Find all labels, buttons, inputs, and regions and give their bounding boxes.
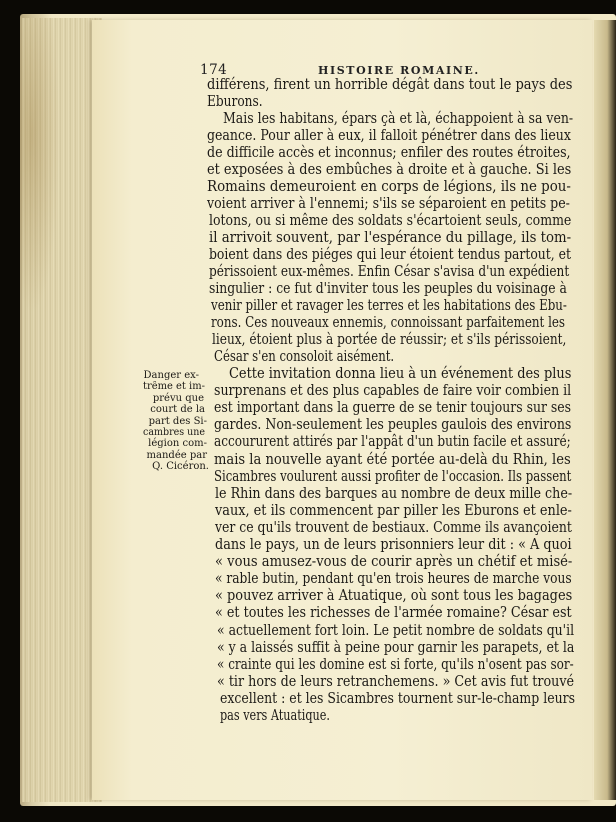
text-line: « pouvez arriver à Atuatique, où sont tous les bagages [215, 586, 573, 605]
text-line: et exposées à des embûches à droite et à gauche. Si les [207, 160, 572, 178]
margin-note-line: prévu que [152, 392, 204, 404]
text-line: singulier : ce fut d'inviter tous les peuples du voisinage à [209, 279, 567, 297]
text-line: de difficile accès et inconnus; enfiler des routes étroites, [207, 143, 571, 161]
text-line: venir piller et ravager les terres et les habitations des Ebu- [211, 296, 567, 314]
text-line: « actuellement fort loin. Le petit nombre de soldats qu'il [217, 620, 575, 639]
text-line: il arrivoit souvent, par l'espérance du pillage, ils tom- [209, 228, 572, 246]
text-line: différens, firent un horrible dégât dans tout le pays des [207, 75, 573, 93]
text-line: lotons, ou si même des soldats s'écartoient seuls, comme [209, 211, 572, 229]
text-line: Sicambres voulurent aussi profiter de l'occasion. Ils passent [214, 466, 572, 485]
text-line: César s'en consoloit aisément. [214, 347, 395, 365]
facing-page-edge [594, 20, 616, 800]
margin-note-line: trême et im- [143, 381, 205, 393]
margin-note-line: légion com- [148, 438, 207, 450]
text-line: voient arriver à l'ennemi; s'ils se séparoient en petits pe- [207, 194, 570, 212]
text-line: gardes. Non-seulement les peuples gaulois des environs [214, 415, 572, 434]
paper-stain [20, 14, 60, 314]
text-line: « tir hors de leurs retranchemens. » Cet avis fut trouvé [217, 671, 575, 690]
text-line: accoururent attirés par l'appât d'un butin facile et assuré; [214, 432, 571, 451]
text-line: est important dans la guerre de se tenir toujours sur ses [214, 398, 572, 417]
text-line: Mais les habitans, épars çà et là, échappoient à sa ven- [223, 109, 574, 127]
margin-note-line: mandée par [146, 449, 207, 461]
text-line: boient dans des piéges qui leur étoient tendus partout, et [209, 245, 571, 263]
text-line: « crainte qui les domine est si forte, qu'ils n'osent pas sor- [217, 654, 574, 673]
margin-note-line: Danger ex- [143, 370, 199, 381]
text-line: ver ce qu'ils trouvent de bestiaux. Comme ils avançoient [215, 517, 572, 536]
text-line: Eburons. [207, 92, 263, 110]
text-line: rons. Ces nouveaux ennemis, connoissant parfaitement les [211, 313, 565, 331]
running-head: HISTOIRE ROMAINE. [318, 64, 480, 77]
text-line: « y a laissés suffit à peine pour garnir les parapets, et la [217, 637, 575, 656]
text-line: le Rhin dans des barques au nombre de deux mille che- [215, 483, 573, 502]
text-line: « vous amusez-vous de courir après un chétif et misé- [215, 552, 573, 571]
text-line: Cette invitation donna lieu à un événement des plus [229, 364, 572, 382]
text-line: geance. Pour aller à eux, il falloit pénétrer dans des lieux [207, 126, 571, 144]
text-line: Romains demeuroient en corps de légions, ils ne pou- [207, 177, 571, 195]
margin-note-line: part des Si- [148, 415, 207, 427]
margin-note-line: court de la [150, 404, 205, 416]
text-line: surprenans et des plus capables de faire voir combien il [214, 381, 572, 400]
text-line: « rable butin, pendant qu'en trois heures de marche vous [215, 569, 572, 588]
margin-note-line: cambres une [143, 427, 205, 438]
text-line: dans le pays, un de leurs prisonniers leur dit : « A quoi [215, 535, 572, 553]
text-line: périssoient eux-mêmes. Enfin César s'avisa d'un expédient [209, 262, 570, 280]
text-line: « et toutes les richesses de l'armée romaine? César est [215, 603, 572, 622]
text-line: pas vers Atuatique. [220, 706, 330, 724]
margin-note-line: Q. Cicéron. [152, 461, 209, 473]
text-line: lieux, étoient plus à portée de réussir; et s'ils périssoient, [212, 330, 567, 348]
text-line: vaux, et ils commencent par piller les Eburons et enle- [215, 500, 572, 519]
text-line: excellent : et les Sicambres tournent sur-le-champ leurs [220, 688, 575, 707]
page-number: 174 [200, 62, 228, 78]
text-line: mais la nouvelle ayant été portée au-delà du Rhin, les [214, 449, 571, 468]
